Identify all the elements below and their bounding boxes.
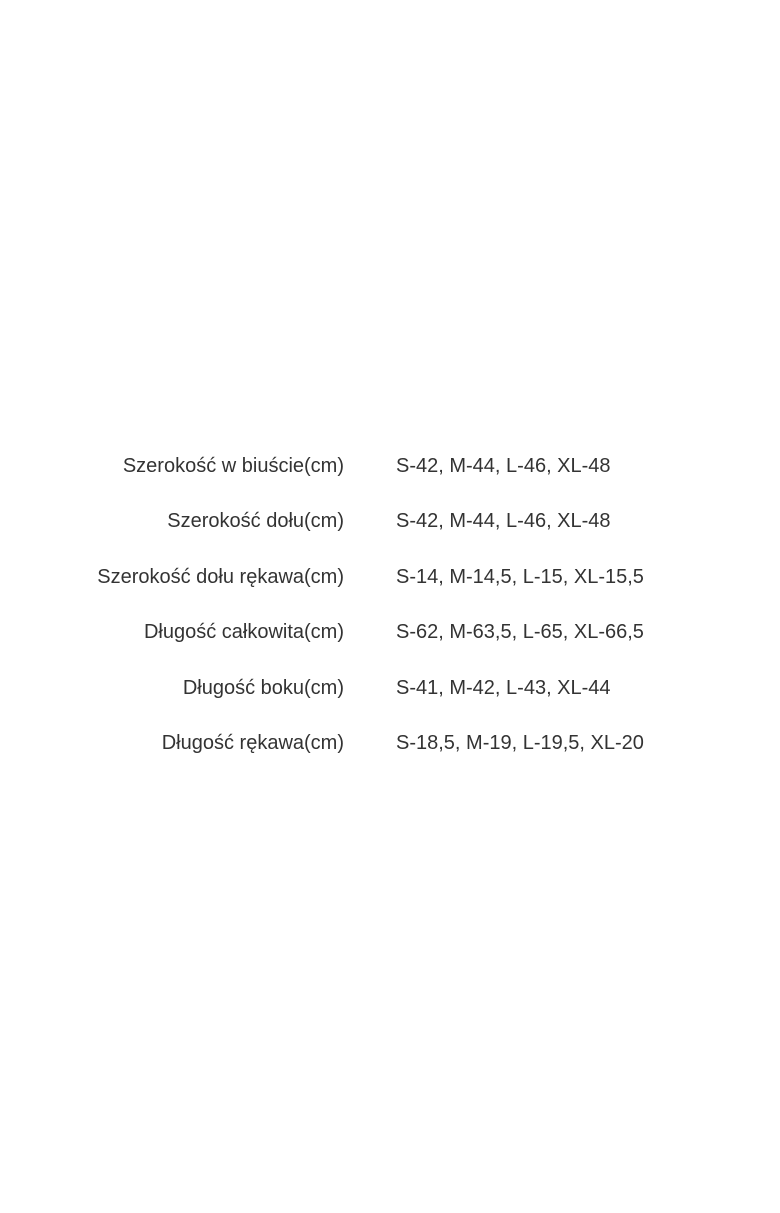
row-label: Długość całkowita(cm) bbox=[143, 621, 344, 644]
table-row bbox=[0, 557, 780, 612]
table-row bbox=[0, 446, 780, 501]
row-label: Długość boku(cm) bbox=[182, 676, 344, 699]
table-row bbox=[0, 501, 780, 556]
table-row bbox=[0, 612, 780, 667]
table-row bbox=[0, 723, 780, 778]
row-value: S-18,5, M-19, L-19,5, XL-20 bbox=[396, 731, 644, 754]
row-value: S-62, M-63,5, L-65, XL-66,5 bbox=[396, 621, 644, 644]
row-value: S-42, M-44, L-46, XL-48 bbox=[396, 455, 611, 477]
row-label: Długość rękawa(cm) bbox=[161, 731, 344, 754]
row-label: Szerokość dołu(cm) bbox=[167, 510, 344, 533]
row-value: S-41, M-42, L-43, XL-44 bbox=[396, 676, 611, 699]
row-label: Szerokość dołu rękawa(cm) bbox=[97, 565, 344, 588]
row-value: S-42, M-44, L-46, XL-48 bbox=[396, 510, 611, 533]
size-table bbox=[0, 446, 780, 778]
row-value: S-14, M-14,5, L-15, XL-15,5 bbox=[396, 565, 644, 588]
row-label: Szerokość w biuście(cm) bbox=[122, 455, 344, 477]
table-row bbox=[0, 668, 780, 723]
